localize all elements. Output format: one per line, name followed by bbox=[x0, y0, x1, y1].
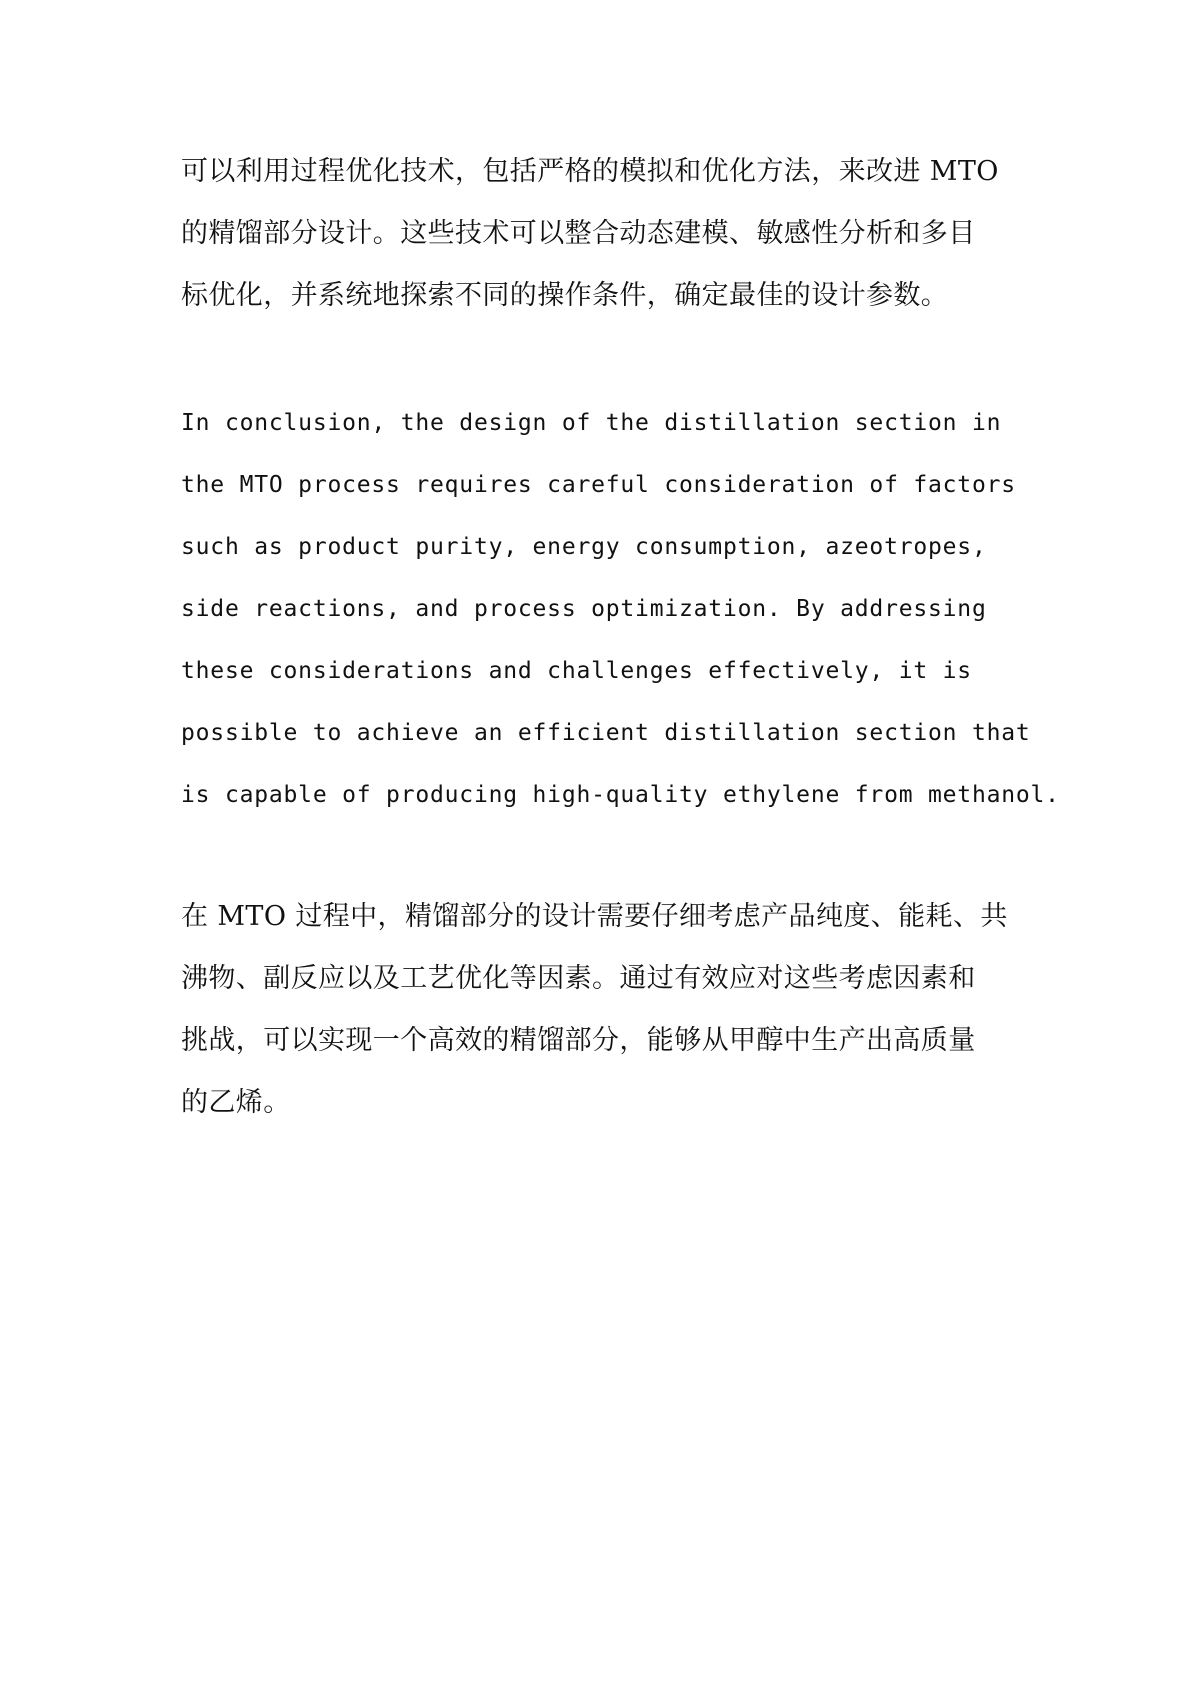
text-line: 在 MTO 过程中，精馏部分的设计需要仔细考虑产品纯度、能耗、共 bbox=[181, 901, 1008, 932]
text-line: side reactions, and process optimization. By addressing bbox=[181, 596, 987, 622]
text-line: 挑战，可以实现一个高效的精馏部分，能够从甲醇中生产出高质量 bbox=[181, 1025, 976, 1056]
text-line: 沸物、副反应以及工艺优化等因素。通过有效应对这些考虑因素和 bbox=[181, 963, 976, 994]
text-line: the MTO process requires careful consideration of factors bbox=[181, 472, 1016, 498]
text-line: 可以利用过程优化技术，包括严格的模拟和优化方法，来改进 MTO bbox=[181, 156, 999, 187]
text-line: 的乙烯。 bbox=[181, 1087, 291, 1118]
text-line: 标优化，并系统地探索不同的操作条件，确定最佳的设计参数。 bbox=[181, 280, 949, 311]
text-line: such as product purity, energy consumption, azeotropes, bbox=[181, 534, 987, 560]
text-line: these considerations and challenges effectively, it is bbox=[181, 658, 972, 684]
text-line: In conclusion, the design of the distillation section in bbox=[181, 410, 1002, 436]
text-line: possible to achieve an efficient distillation section that bbox=[181, 720, 1031, 746]
text-line: 的精馏部分设计。这些技术可以整合动态建模、敏感性分析和多目 bbox=[181, 218, 976, 249]
text-line: is capable of producing high-quality ethylene from methanol. bbox=[181, 782, 1060, 808]
